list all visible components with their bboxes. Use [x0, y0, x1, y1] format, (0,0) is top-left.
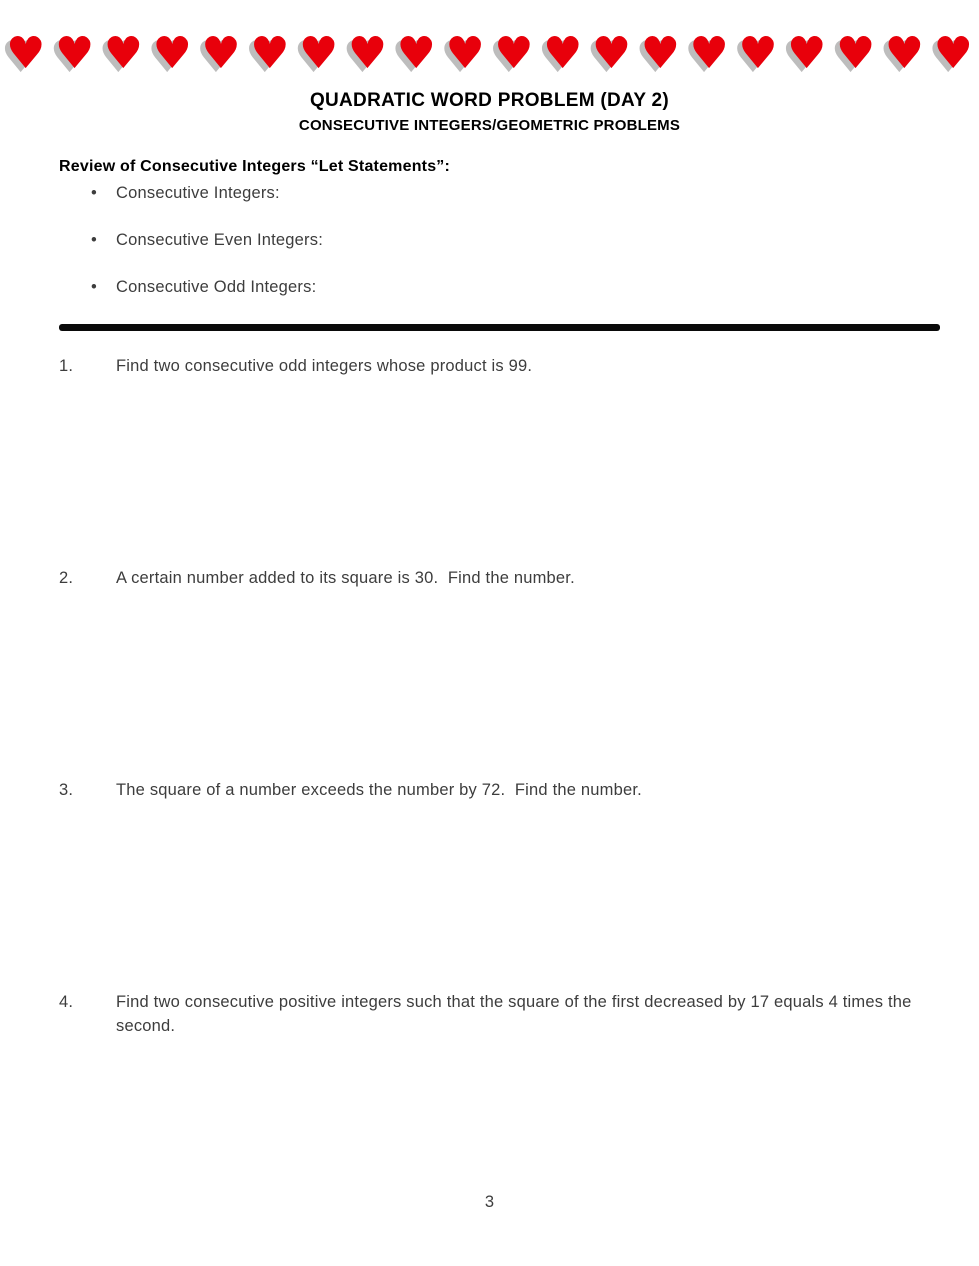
heart-icon: ♥	[494, 30, 534, 79]
heart-icon: ♥	[640, 30, 681, 79]
heart-icon: ♥	[787, 30, 827, 79]
heart-icon: ♥	[250, 30, 290, 79]
problem-item	[0, 354, 979, 566]
problem-text: The square of a number exceeds the number by 72. Find the number.	[116, 781, 642, 799]
problem-item	[0, 566, 979, 778]
heart-icon: ♥	[298, 30, 339, 79]
heart-icon: ♥	[738, 30, 778, 79]
problem-number: 3.	[59, 781, 74, 799]
heart-icon: ♥	[591, 30, 632, 79]
page-number: 3	[484, 1193, 495, 1211]
heart-icon: ♥	[689, 30, 729, 79]
review-heading: Review of Consecutive Integers “Let Statements”:	[59, 158, 451, 175]
heart-icon: ♥	[103, 30, 144, 79]
problem-item	[0, 990, 979, 1038]
problem-number: 4.	[59, 993, 74, 1011]
heart-icon: ♥	[835, 30, 876, 79]
problem-number: 1.	[59, 357, 74, 375]
page-title: QUADRATIC WORD PROBLEM (DAY 2)	[309, 90, 670, 111]
review-item	[0, 230, 979, 251]
hearts-border	[0, 30, 979, 82]
page-subtitle: CONSECUTIVE INTEGERS/GEOMETRIC PROBLEMS	[298, 117, 681, 134]
review-item-label: Consecutive Integers:	[116, 184, 280, 202]
heart-icon: ♥	[6, 30, 46, 79]
heart-icon: ♥	[152, 30, 192, 79]
problem-item	[0, 778, 979, 990]
heart-icon: ♥	[445, 30, 485, 79]
review-item-label: Consecutive Odd Integers:	[116, 278, 317, 296]
heart-icon: ♥	[884, 30, 925, 79]
problem-number: 2.	[59, 569, 74, 587]
review-item	[0, 277, 979, 298]
bullet-icon	[91, 277, 116, 298]
bullet-icon	[91, 183, 116, 204]
heart-icon: ♥	[54, 30, 95, 79]
problems-list	[0, 354, 979, 1038]
heart-icon: ♥	[542, 30, 583, 79]
section-divider	[59, 324, 940, 331]
review-item	[0, 183, 979, 204]
review-list	[0, 183, 979, 298]
heart-icon: ♥	[347, 30, 388, 79]
heart-icon: ♥	[201, 30, 241, 79]
review-item-label: Consecutive Even Integers:	[116, 231, 323, 249]
problem-text: A certain number added to its square is 30. Find the number.	[116, 569, 575, 587]
heart-icon: ♥	[933, 30, 973, 79]
heart-icon: ♥	[396, 30, 436, 79]
bullet-icon	[91, 230, 116, 251]
problem-text: Find two consecutive positive integers such that the square of the first decreased by 17 equals 4 times the second.	[116, 993, 917, 1035]
problem-text: Find two consecutive odd integers whose product is 99.	[116, 357, 533, 375]
